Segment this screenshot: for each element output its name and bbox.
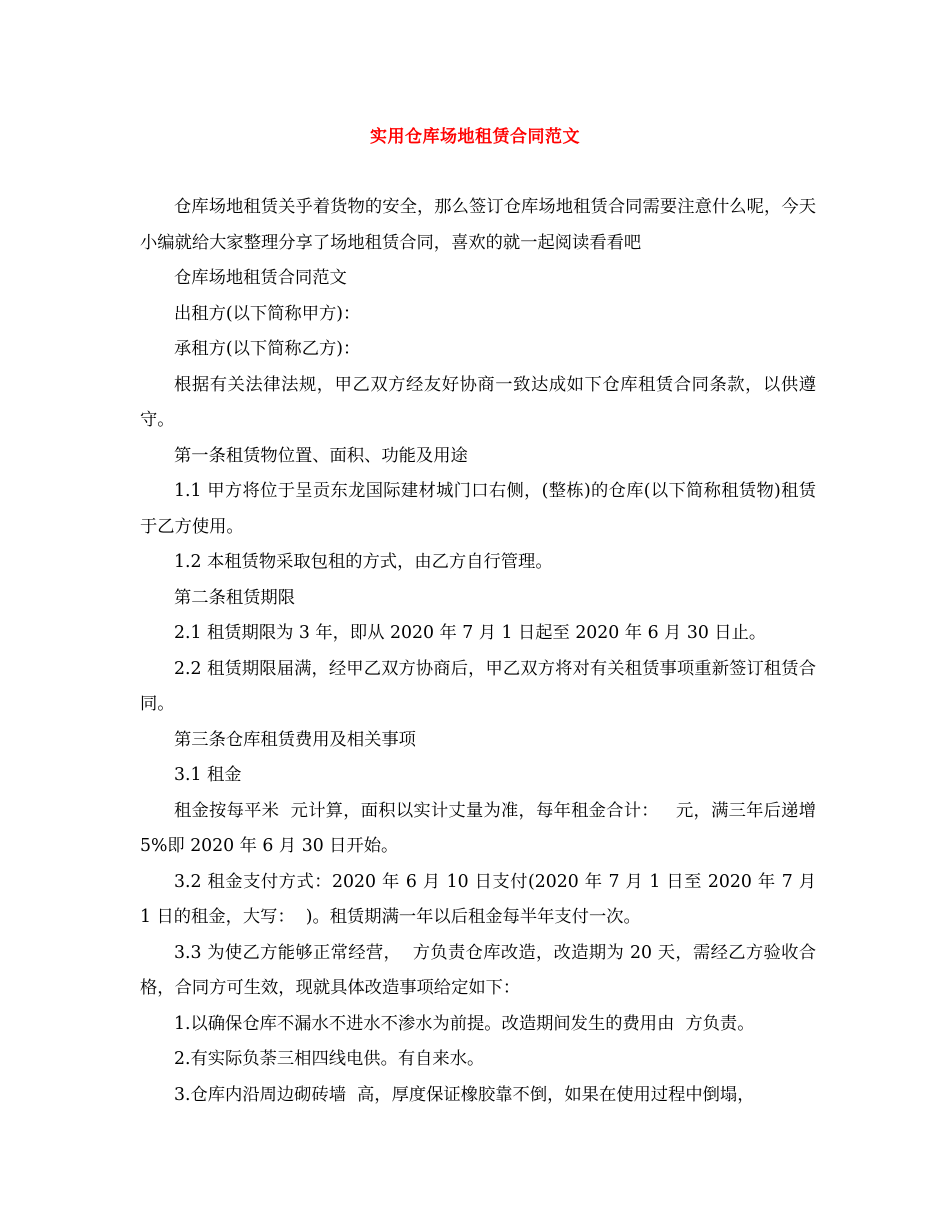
article-3-heading: 第三条仓库租赁费用及相关事项 (174, 729, 416, 750)
clause-3-1-heading: 3.1 租金 (174, 765, 242, 785)
clause-3-1-body: 租金按每平米 元计算，面积以实计丈量为准，每年租金合计： 元，满三年后递增 5%即 2020 年 6 月 30 日开始。 (140, 800, 822, 856)
article-1-heading: 第一条租赁物位置、面积、功能及用途 (174, 445, 468, 466)
document-body (140, 190, 822, 1113)
paragraph-intro: 仓库场地租赁关乎着货物的安全，那么签订仓库场地租赁合同需要注意什么呢，今天小编就给大家整理分享了场地租赁合同，喜欢的就一起阅读看看吧 (140, 197, 816, 253)
clause-1-2: 1.2 本租赁物采取包租的方式，由乙方自行管理。 (174, 552, 553, 572)
article-2-heading: 第二条租赁期限 (174, 587, 295, 608)
paragraph-lessor: 出租方(以下简称甲方)： (174, 303, 361, 324)
renovation-item-3: 3.仓库内沿周边砌砖墙 高，厚度保证橡胶靠不倒，如果在使用过程中倒塌， (174, 1084, 755, 1105)
clause-3-2: 3.2 租金支付方式：2020 年 6 月 10 日支付(2020 年 7 月 1 日至 2020 年 7 月 1 日的租金，大写： )。租赁期满一年以后租金每半年支付一次。 (140, 871, 822, 927)
clause-2-2: 2.2 租赁期限届满，经甲乙双方协商后，甲乙双方将对有关租赁事项重新签订租赁合同。 (140, 658, 816, 714)
clause-2-1: 2.1 租赁期限为 3 年，即从 2020 年 7 月 1 日起至 2020 年 6 月 30 日止。 (174, 623, 767, 643)
document-title: 实用仓库场地租赁合同范文 (370, 127, 580, 147)
renovation-item-1: 1.以确保仓库不漏水不进水不渗水为前提。改造期间发生的费用由 方负责。 (174, 1013, 755, 1034)
paragraph-contract-heading: 仓库场地租赁合同范文 (174, 268, 347, 288)
paragraph-lessee: 承租方(以下简称乙方)： (174, 339, 361, 359)
renovation-item-2: 2.有实际负荼三相四线电供。有自来水。 (174, 1049, 485, 1069)
paragraph-preamble: 根据有关法律法规，甲乙双方经友好协商一致达成如下仓库租赁合同条款，以供遵守。 (140, 374, 816, 430)
clause-1-1: 1.1 甲方将位于呈贡东龙国际建材城门口右侧，(整栋)的仓库(以下简称租赁物)租赁于乙方使用。 (140, 481, 816, 537)
clause-3-3: 3.3 为使乙方能够正常经营， 方负责仓库改造，改造期为 20 天，需经乙方验收合格，合同方可生效，现就具体改造事项给定如下： (140, 942, 816, 998)
